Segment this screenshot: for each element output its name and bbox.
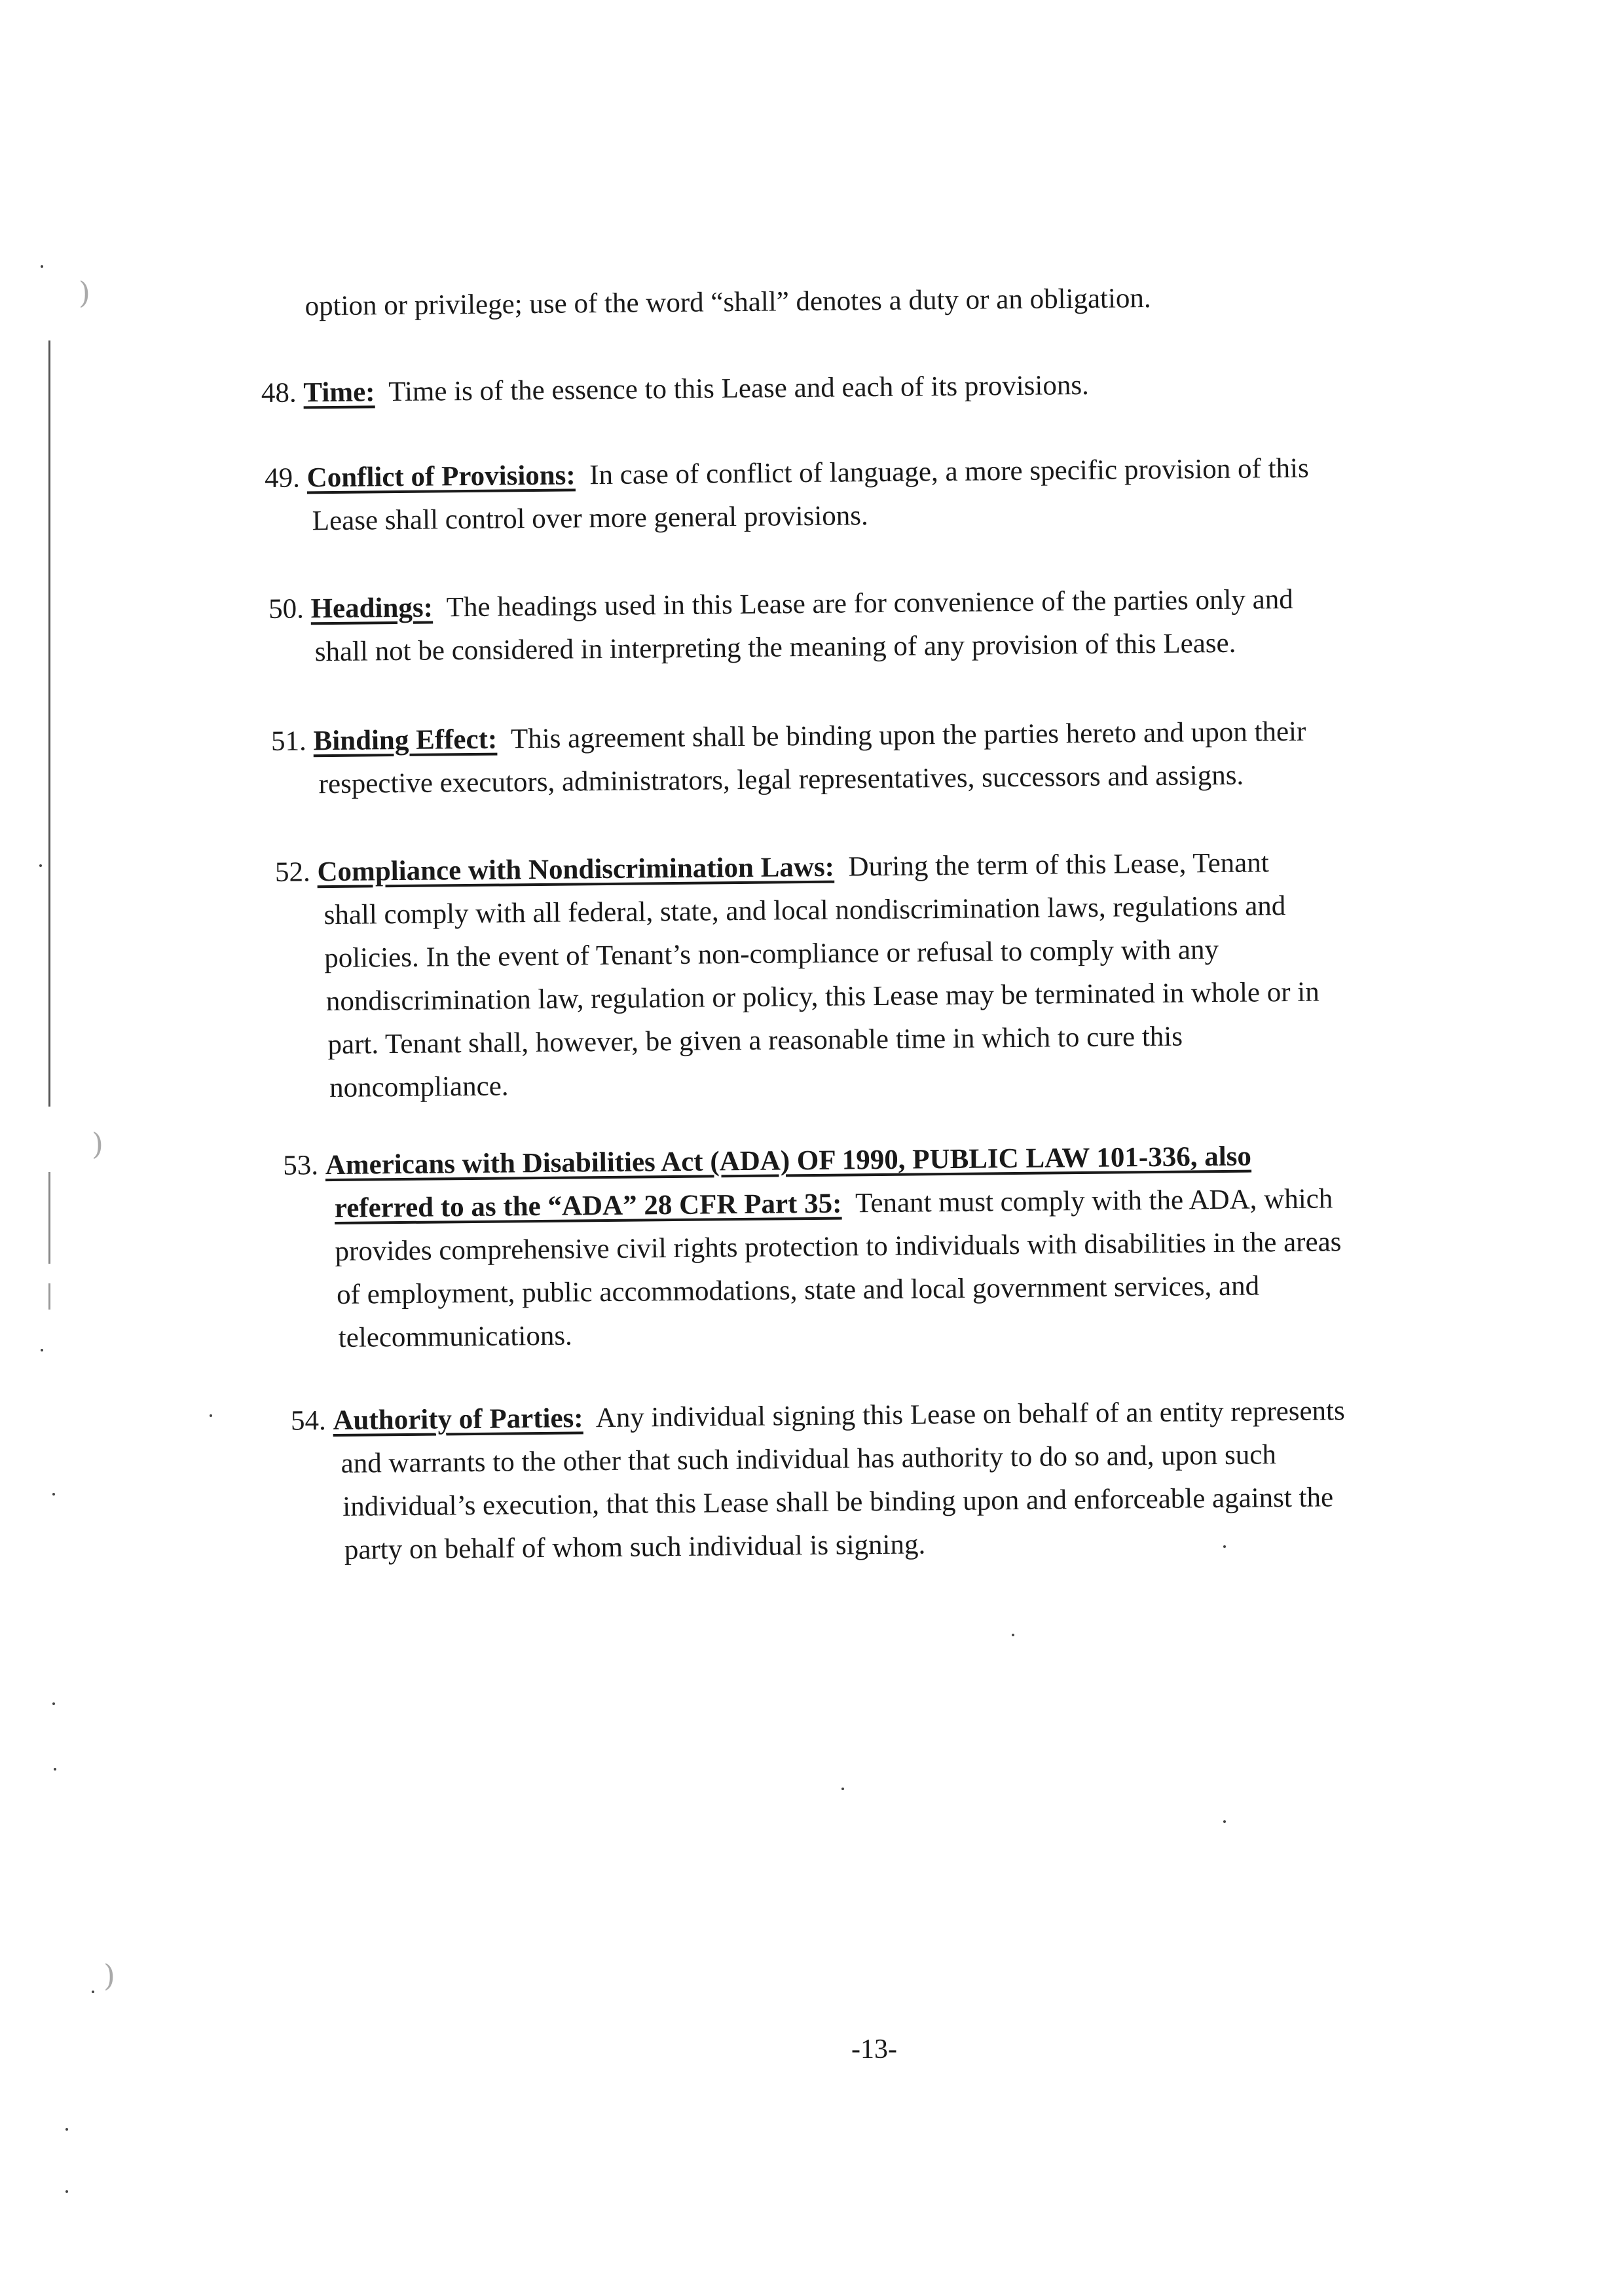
- clause-text: shall comply with all federal, state, and local nondiscrimination laws, regulations and: [323, 890, 1286, 931]
- clause-number: 53.: [283, 1150, 319, 1181]
- scan-mark: ): [103, 1958, 115, 1993]
- clause-number: 54.: [290, 1405, 326, 1437]
- clause-number: 48.: [261, 377, 297, 409]
- clause-text: of employment, public accommodations, state and local government services, and: [336, 1270, 1260, 1310]
- clause-text: Tenant must comply with the ADA, which: [855, 1183, 1333, 1219]
- clause-heading: Compliance with Nondiscrimination Laws:: [317, 851, 835, 888]
- clause-text: telecommunications.: [338, 1320, 573, 1353]
- clause-text: In case of conflict of language, a more specific provision of this: [589, 452, 1309, 491]
- continuation-text: option or privilege; use of the word “shall” denotes a duty or an obligation.: [304, 282, 1151, 322]
- clause-text: party on behalf of whom such individual is signing.: [344, 1529, 926, 1566]
- clause-text: individual’s execution, that this Lease shall be binding upon and enforceable against the: [342, 1482, 1334, 1522]
- clause-heading: Authority of Parties:: [333, 1403, 583, 1437]
- clause-text: The headings used in this Lease are for convenience of the parties only and: [446, 583, 1293, 623]
- clause-heading: Americans with Disabilities Act (ADA) OF 1990, PUBLIC LAW 101-336, also: [325, 1141, 1252, 1181]
- page-number: -13-: [851, 2034, 897, 2065]
- clause-text: Lease shall control over more general provisions.: [312, 500, 868, 537]
- clause-text: provides comprehensive civil rights protection to individuals with disabilities in the areas: [335, 1226, 1342, 1267]
- clause-text: This agreement shall be binding upon the parties hereto and upon their: [510, 716, 1306, 755]
- clause-49: [265, 447, 1309, 500]
- clause-text: Time is of the essence to this Lease and each of its provisions.: [388, 369, 1090, 408]
- clause-heading: Conflict of Provisions:: [306, 460, 576, 494]
- scan-mark: ): [92, 1126, 103, 1162]
- clause-number: 51.: [270, 725, 307, 757]
- clause-48: [261, 364, 1090, 415]
- scan-mark: ): [79, 275, 90, 310]
- clause-heading-continued: referred to as the “ADA” 28 CFR Part 35:: [334, 1188, 842, 1224]
- clause-heading: Time:: [303, 376, 375, 409]
- clause-text: nondiscrimination law, regulation or policy, this Lease may be terminated in whole or in: [325, 976, 1320, 1018]
- clause-number: 49.: [264, 462, 301, 494]
- clause-number: 50.: [268, 593, 304, 625]
- clause-heading: Binding Effect:: [313, 724, 498, 757]
- clause-text: part. Tenant shall, however, be given a reasonable time in which to cure this: [327, 1021, 1183, 1061]
- clause-text: noncompliance.: [329, 1071, 509, 1104]
- clause-text: shall not be considered in interpreting the meaning of any provision of this Lease.: [314, 627, 1236, 668]
- clause-heading: Headings:: [310, 592, 434, 625]
- clause-text: and warrants to the other that such individual has authority to do so and, upon such: [341, 1439, 1277, 1479]
- clause-text: policies. In the event of Tenant’s non-compliance or refusal to comply with any: [323, 934, 1219, 974]
- clause-text: Any individual signing this Lease on behalf of an entity represents: [595, 1395, 1345, 1434]
- clause-text: respective executors, administrators, legal representatives, successors and assigns.: [318, 760, 1244, 800]
- clause-number: 52.: [274, 856, 310, 888]
- clause-text: During the term of this Lease, Tenant: [848, 847, 1269, 883]
